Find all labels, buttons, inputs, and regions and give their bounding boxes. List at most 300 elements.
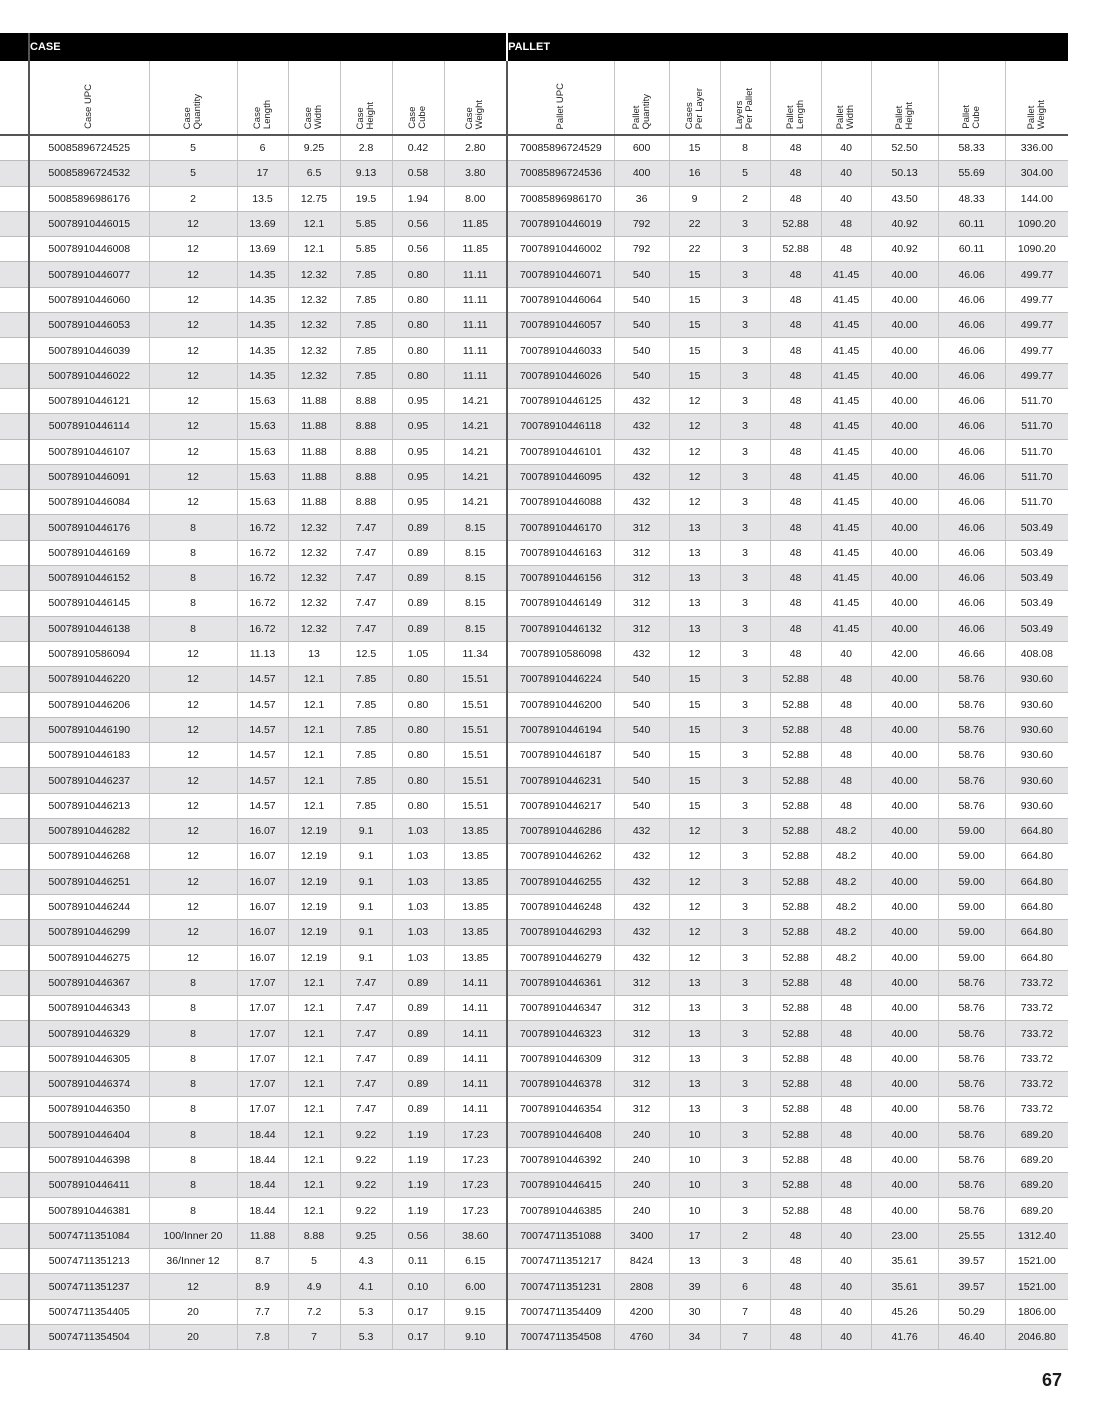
table-cell: 17.23 <box>444 1122 507 1147</box>
table-cell: 540 <box>614 717 669 742</box>
row-stub <box>0 338 29 363</box>
table-cell: 12.1 <box>288 743 340 768</box>
table-row <box>0 313 1068 338</box>
table-cell: 11.88 <box>288 490 340 515</box>
table-cell: 8 <box>149 1147 237 1172</box>
table-cell: 7.85 <box>340 717 392 742</box>
table-cell: 0.89 <box>392 1046 444 1071</box>
table-cell: 12 <box>149 692 237 717</box>
table-cell: 503.49 <box>1005 515 1068 540</box>
table-cell: 7.85 <box>340 313 392 338</box>
table-cell: 930.60 <box>1005 667 1068 692</box>
table-cell: 3 <box>720 439 770 464</box>
table-cell: 48 <box>770 1324 821 1349</box>
table-cell: 0.89 <box>392 566 444 591</box>
table-cell: 50078910446275 <box>29 945 149 970</box>
table-cell: 48 <box>770 540 821 565</box>
column-header <box>149 61 237 135</box>
table-cell: 7.8 <box>237 1324 288 1349</box>
table-cell: 40 <box>821 186 871 211</box>
table-row <box>0 1021 1068 1046</box>
table-row <box>0 1097 1068 1122</box>
table-cell: 52.88 <box>770 768 821 793</box>
table-cell: 9 <box>669 186 720 211</box>
table-cell: 46.06 <box>938 490 1005 515</box>
table-cell: 17.23 <box>444 1198 507 1223</box>
table-cell: 664.80 <box>1005 869 1068 894</box>
table-cell: 14.21 <box>444 439 507 464</box>
table-cell: 1521.00 <box>1005 1249 1068 1274</box>
table-cell: 40.00 <box>871 692 938 717</box>
table-cell: 40.92 <box>871 211 938 236</box>
table-cell: 48 <box>821 717 871 742</box>
table-cell: 15.63 <box>237 490 288 515</box>
table-cell: 15 <box>669 667 720 692</box>
table-cell: 15.63 <box>237 414 288 439</box>
table-cell: 540 <box>614 363 669 388</box>
table-cell: 58.76 <box>938 1122 1005 1147</box>
table-cell: 58.76 <box>938 1046 1005 1071</box>
table-cell: 0.80 <box>392 768 444 793</box>
table-cell: 70078910446071 <box>507 262 614 287</box>
table-cell: 50078910446367 <box>29 970 149 995</box>
row-stub <box>0 641 29 666</box>
table-cell: 50074711354405 <box>29 1299 149 1324</box>
table-cell: 2808 <box>614 1274 669 1299</box>
table-cell: 9.13 <box>340 161 392 186</box>
table-cell: 70078910446194 <box>507 717 614 742</box>
table-cell: 48 <box>770 490 821 515</box>
table-cell: 70078910446033 <box>507 338 614 363</box>
column-header <box>507 61 614 135</box>
table-cell: 59.00 <box>938 869 1005 894</box>
table-cell: 240 <box>614 1147 669 1172</box>
row-stub <box>0 135 29 161</box>
table-cell: 48 <box>821 211 871 236</box>
table-cell: 13 <box>669 566 720 591</box>
table-cell: 50078910446121 <box>29 388 149 413</box>
table-cell: 40.00 <box>871 363 938 388</box>
table-row <box>0 1274 1068 1299</box>
table-cell: 9.22 <box>340 1198 392 1223</box>
table-cell: 9.25 <box>288 135 340 161</box>
table-cell: 46.06 <box>938 313 1005 338</box>
table-row <box>0 1071 1068 1096</box>
table-cell: 17 <box>669 1223 720 1248</box>
table-cell: 40.00 <box>871 743 938 768</box>
table-cell: 8.88 <box>288 1223 340 1248</box>
table-cell: 50078910446404 <box>29 1122 149 1147</box>
table-row <box>0 641 1068 666</box>
table-cell: 12 <box>149 464 237 489</box>
table-cell: 8 <box>149 1198 237 1223</box>
table-cell: 50078910446244 <box>29 894 149 919</box>
table-cell: 9.1 <box>340 920 392 945</box>
row-stub <box>0 819 29 844</box>
table-cell: 12.1 <box>288 793 340 818</box>
table-cell: 1.19 <box>392 1147 444 1172</box>
table-cell: 0.89 <box>392 1071 444 1096</box>
table-cell: 0.95 <box>392 388 444 413</box>
table-cell: 48 <box>770 135 821 161</box>
table-cell: 10 <box>669 1173 720 1198</box>
table-cell: 12 <box>149 920 237 945</box>
table-cell: 48 <box>770 439 821 464</box>
table-cell: 7.47 <box>340 616 392 641</box>
table-cell: 12 <box>149 237 237 262</box>
case-group-header: CASE <box>29 33 507 61</box>
table-cell: 1521.00 <box>1005 1274 1068 1299</box>
table-cell: 14.35 <box>237 363 288 388</box>
column-header-label: Case UPC <box>83 84 95 129</box>
table-cell: 16.72 <box>237 566 288 591</box>
table-cell: 312 <box>614 1071 669 1096</box>
table-cell: 9.1 <box>340 894 392 919</box>
table-cell: 499.77 <box>1005 363 1068 388</box>
table-cell: 12.32 <box>288 515 340 540</box>
table-cell: 50078910446152 <box>29 566 149 591</box>
table-cell: 30 <box>669 1299 720 1324</box>
table-cell: 7.47 <box>340 1046 392 1071</box>
row-stub <box>0 1299 29 1324</box>
column-header <box>770 61 821 135</box>
table-cell: 16.72 <box>237 515 288 540</box>
table-cell: 50078910446022 <box>29 363 149 388</box>
table-cell: 0.80 <box>392 262 444 287</box>
table-cell: 11.11 <box>444 262 507 287</box>
table-cell: 50078910446077 <box>29 262 149 287</box>
table-cell: 11.88 <box>237 1223 288 1248</box>
table-cell: 0.80 <box>392 793 444 818</box>
column-header <box>1005 61 1068 135</box>
table-cell: 8.88 <box>340 439 392 464</box>
table-cell: 48.2 <box>821 920 871 945</box>
column-header-row <box>0 61 1068 135</box>
column-header-label: Pallet Length <box>784 99 806 129</box>
table-cell: 240 <box>614 1122 669 1147</box>
table-cell: 50078910446206 <box>29 692 149 717</box>
table-cell: 13.85 <box>444 869 507 894</box>
table-cell: 48 <box>821 793 871 818</box>
table-cell: 0.89 <box>392 996 444 1021</box>
table-cell: 48 <box>770 566 821 591</box>
table-cell: 70078910446163 <box>507 540 614 565</box>
table-row <box>0 135 1068 161</box>
table-cell: 70078910446170 <box>507 515 614 540</box>
table-cell: 48 <box>770 1299 821 1324</box>
table-cell: 0.58 <box>392 161 444 186</box>
table-cell: 40.00 <box>871 717 938 742</box>
table-cell: 312 <box>614 566 669 591</box>
table-cell: 12 <box>149 667 237 692</box>
table-cell: 48 <box>770 515 821 540</box>
table-cell: 3 <box>720 237 770 262</box>
row-stub <box>0 1021 29 1046</box>
table-cell: 58.76 <box>938 667 1005 692</box>
table-cell: 540 <box>614 768 669 793</box>
table-cell: 70078910446125 <box>507 388 614 413</box>
row-stub <box>0 869 29 894</box>
table-cell: 46.06 <box>938 515 1005 540</box>
table-cell: 60.11 <box>938 211 1005 236</box>
table-cell: 14.11 <box>444 1021 507 1046</box>
table-row <box>0 186 1068 211</box>
table-cell: 59.00 <box>938 819 1005 844</box>
column-header-label: Layers Per Pallet <box>734 87 756 129</box>
table-cell: 3 <box>720 211 770 236</box>
table-cell: 13 <box>288 641 340 666</box>
table-cell: 10 <box>669 1122 720 1147</box>
column-header <box>340 61 392 135</box>
table-cell: 40 <box>821 1223 871 1248</box>
table-cell: 12 <box>669 920 720 945</box>
table-cell: 23.00 <box>871 1223 938 1248</box>
table-cell: 9.15 <box>444 1299 507 1324</box>
table-row <box>0 692 1068 717</box>
table-cell: 540 <box>614 313 669 338</box>
table-cell: 50078910446053 <box>29 313 149 338</box>
table-cell: 46.06 <box>938 439 1005 464</box>
table-cell: 40.00 <box>871 540 938 565</box>
table-cell: 36/Inner 12 <box>149 1249 237 1274</box>
table-cell: 6 <box>237 135 288 161</box>
table-row <box>0 439 1068 464</box>
table-cell: 40.00 <box>871 313 938 338</box>
table-cell: 499.77 <box>1005 287 1068 312</box>
table-cell: 14.57 <box>237 768 288 793</box>
table-cell: 540 <box>614 262 669 287</box>
table-cell: 12 <box>149 869 237 894</box>
table-cell: 13 <box>669 540 720 565</box>
table-cell: 8 <box>149 1046 237 1071</box>
table-cell: 0.95 <box>392 414 444 439</box>
table-cell: 70078910446095 <box>507 464 614 489</box>
table-cell: 12 <box>669 819 720 844</box>
table-cell: 50074711351084 <box>29 1223 149 1248</box>
table-row <box>0 970 1068 995</box>
table-cell: 12 <box>149 768 237 793</box>
table-cell: 46.40 <box>938 1324 1005 1349</box>
table-cell: 15 <box>669 313 720 338</box>
table-cell: 1.03 <box>392 844 444 869</box>
table-cell: 52.88 <box>770 1173 821 1198</box>
table-row <box>0 819 1068 844</box>
table-cell: 48.2 <box>821 844 871 869</box>
row-stub <box>0 743 29 768</box>
table-cell: 14.57 <box>237 717 288 742</box>
table-cell: 40.00 <box>871 338 938 363</box>
column-header <box>444 61 507 135</box>
table-cell: 58.76 <box>938 1147 1005 1172</box>
table-cell: 40.00 <box>871 793 938 818</box>
table-cell: 3 <box>720 616 770 641</box>
table-cell: 50078910446008 <box>29 237 149 262</box>
table-cell: 40 <box>821 1249 871 1274</box>
table-cell: 48 <box>821 1147 871 1172</box>
table-cell: 7.47 <box>340 1097 392 1122</box>
table-cell: 17.07 <box>237 996 288 1021</box>
table-cell: 40.00 <box>871 439 938 464</box>
table-cell: 3 <box>720 338 770 363</box>
table-cell: 36 <box>614 186 669 211</box>
table-cell: 8.15 <box>444 591 507 616</box>
table-cell: 12 <box>149 262 237 287</box>
table-cell: 40.00 <box>871 920 938 945</box>
table-cell: 930.60 <box>1005 692 1068 717</box>
table-cell: 13 <box>669 996 720 1021</box>
table-cell: 12.5 <box>340 641 392 666</box>
table-cell: 50.29 <box>938 1299 1005 1324</box>
table-row <box>0 1198 1068 1223</box>
table-row <box>0 894 1068 919</box>
table-cell: 15 <box>669 135 720 161</box>
table-row <box>0 945 1068 970</box>
table-cell: 4760 <box>614 1324 669 1349</box>
table-cell: 304.00 <box>1005 161 1068 186</box>
table-row <box>0 414 1068 439</box>
table-cell: 15 <box>669 287 720 312</box>
row-stub <box>0 237 29 262</box>
table-cell: 2.80 <box>444 135 507 161</box>
table-cell: 11.11 <box>444 363 507 388</box>
table-cell: 511.70 <box>1005 464 1068 489</box>
table-cell: 60.11 <box>938 237 1005 262</box>
table-cell: 14.11 <box>444 1071 507 1096</box>
table-cell: 14.11 <box>444 1097 507 1122</box>
column-header <box>392 61 444 135</box>
table-cell: 18.44 <box>237 1122 288 1147</box>
table-cell: 0.17 <box>392 1299 444 1324</box>
table-cell: 7.47 <box>340 996 392 1021</box>
table-cell: 540 <box>614 338 669 363</box>
table-cell: 58.76 <box>938 692 1005 717</box>
table-cell: 8 <box>149 970 237 995</box>
table-cell: 1.19 <box>392 1122 444 1147</box>
row-stub <box>0 692 29 717</box>
table-cell: 12.32 <box>288 566 340 591</box>
table-cell: 16.07 <box>237 945 288 970</box>
table-cell: 59.00 <box>938 894 1005 919</box>
table-cell: 3 <box>720 920 770 945</box>
table-cell: 1.03 <box>392 894 444 919</box>
table-cell: 70078910446323 <box>507 1021 614 1046</box>
table-cell: 46.06 <box>938 338 1005 363</box>
table-cell: 13.85 <box>444 920 507 945</box>
table-cell: 48 <box>821 743 871 768</box>
table-cell: 8.88 <box>340 464 392 489</box>
table-cell: 689.20 <box>1005 1173 1068 1198</box>
table-cell: 13 <box>669 591 720 616</box>
table-cell: 11.85 <box>444 237 507 262</box>
table-cell: 5.85 <box>340 211 392 236</box>
table-cell: 15 <box>669 717 720 742</box>
column-header-label: Pallet Width <box>835 104 857 129</box>
table-cell: 1.94 <box>392 186 444 211</box>
table-cell: 50078910446381 <box>29 1198 149 1223</box>
table-cell: 3 <box>720 743 770 768</box>
table-cell: 41.45 <box>821 414 871 439</box>
table-cell: 50078910446176 <box>29 515 149 540</box>
table-cell: 70085896724529 <box>507 135 614 161</box>
table-cell: 12.1 <box>288 667 340 692</box>
table-cell: 70074711351231 <box>507 1274 614 1299</box>
table-cell: 11.88 <box>288 414 340 439</box>
table-cell: 52.88 <box>770 1122 821 1147</box>
table-cell: 3 <box>720 819 770 844</box>
table-cell: 46.06 <box>938 566 1005 591</box>
table-cell: 12.1 <box>288 1173 340 1198</box>
table-cell: 689.20 <box>1005 1198 1068 1223</box>
table-cell: 12 <box>669 641 720 666</box>
table-cell: 70078910446231 <box>507 768 614 793</box>
pallet-group-header: PALLET <box>507 33 1068 61</box>
table-cell: 3 <box>720 996 770 1021</box>
table-cell: 50078910446145 <box>29 591 149 616</box>
table-cell: 35.61 <box>871 1274 938 1299</box>
table-cell: 70085896724536 <box>507 161 614 186</box>
table-cell: 3 <box>720 540 770 565</box>
table-cell: 58.76 <box>938 1198 1005 1223</box>
table-cell: 48 <box>770 161 821 186</box>
table-cell: 432 <box>614 894 669 919</box>
table-cell: 432 <box>614 869 669 894</box>
table-cell: 12 <box>149 211 237 236</box>
table-cell: 930.60 <box>1005 793 1068 818</box>
table-cell: 70078910446002 <box>507 237 614 262</box>
table-cell: 48.33 <box>938 186 1005 211</box>
table-cell: 40.00 <box>871 262 938 287</box>
table-cell: 14.35 <box>237 313 288 338</box>
table-cell: 8 <box>149 591 237 616</box>
table-cell: 733.72 <box>1005 1046 1068 1071</box>
table-cell: 0.95 <box>392 439 444 464</box>
table-cell: 58.76 <box>938 996 1005 1021</box>
table-cell: 17.07 <box>237 1097 288 1122</box>
table-cell: 17.07 <box>237 1071 288 1096</box>
table-cell: 48 <box>821 768 871 793</box>
table-cell: 52.88 <box>770 945 821 970</box>
table-cell: 3 <box>720 945 770 970</box>
row-stub <box>0 1122 29 1147</box>
table-cell: 48 <box>821 237 871 262</box>
table-cell: 16.07 <box>237 844 288 869</box>
table-cell: 12.19 <box>288 945 340 970</box>
table-cell: 41.45 <box>821 464 871 489</box>
table-cell: 50085896724525 <box>29 135 149 161</box>
table-cell: 12 <box>149 894 237 919</box>
table-cell: 14.11 <box>444 996 507 1021</box>
table-cell: 0.95 <box>392 464 444 489</box>
table-cell: 48 <box>770 591 821 616</box>
table-cell: 5.3 <box>340 1299 392 1324</box>
table-cell: 511.70 <box>1005 439 1068 464</box>
table-cell: 46.06 <box>938 262 1005 287</box>
table-cell: 16.07 <box>237 869 288 894</box>
table-cell: 12.1 <box>288 996 340 1021</box>
table-cell: 40.00 <box>871 1147 938 1172</box>
table-cell: 13.85 <box>444 844 507 869</box>
table-cell: 312 <box>614 540 669 565</box>
table-cell: 48 <box>770 338 821 363</box>
table-cell: 3 <box>720 970 770 995</box>
table-cell: 48 <box>821 1122 871 1147</box>
table-cell: 12.1 <box>288 1021 340 1046</box>
table-cell: 58.76 <box>938 1173 1005 1198</box>
table-cell: 48 <box>821 1046 871 1071</box>
row-stub <box>0 667 29 692</box>
table-cell: 34 <box>669 1324 720 1349</box>
table-cell: 7.85 <box>340 768 392 793</box>
